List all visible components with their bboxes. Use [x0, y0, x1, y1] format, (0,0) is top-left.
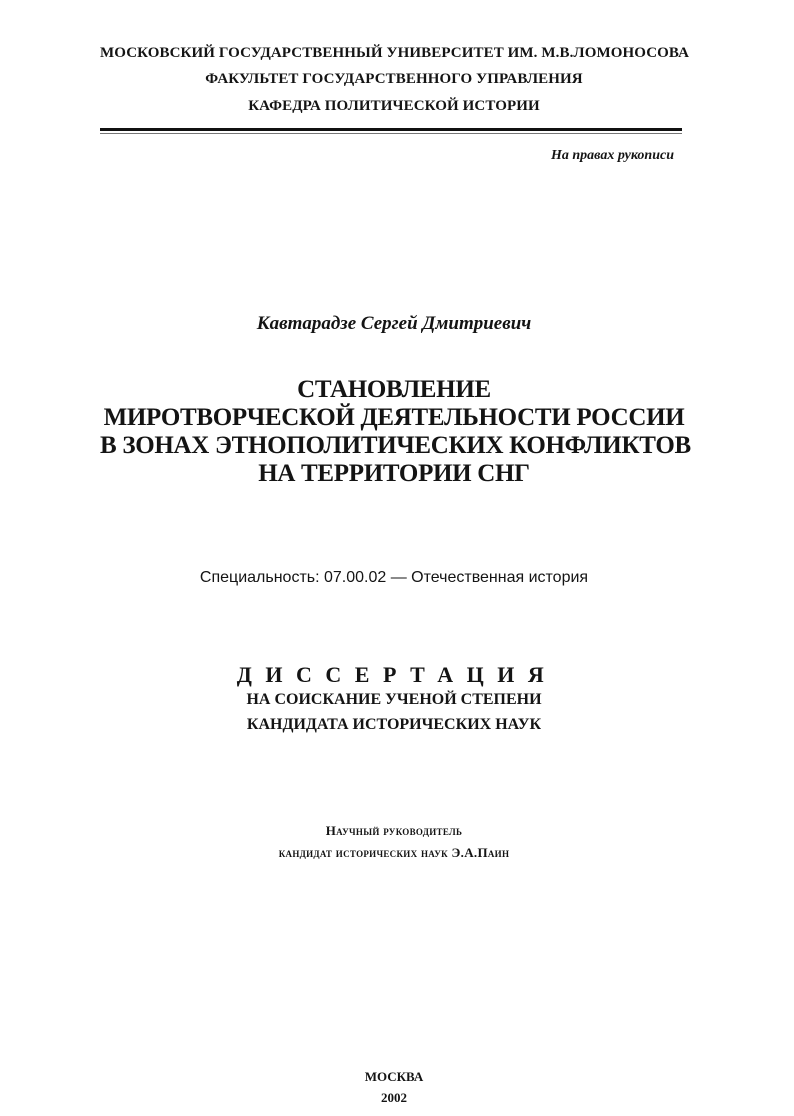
- supervisor-name: кандидат исторических наук Э.А.Паин: [278, 845, 510, 860]
- year: 2002: [381, 1090, 407, 1105]
- thesis-title-line-1: СТАНОВЛЕНИЕ: [297, 376, 491, 403]
- thesis-title-line-3: В ЗОНАХ ЭТНОПОЛИТИЧЕСКИХ КОНФЛИКТОВ: [100, 432, 691, 459]
- thesis-title-line-2: МИРОТВОРЧЕСКОЙ ДЕЯТЕЛЬНОСТИ РОССИИ: [103, 404, 685, 431]
- manuscript-note: На правах рукописи: [551, 148, 674, 163]
- dissertation-heading: ДИССЕРТАЦИЯ: [236, 662, 558, 687]
- degree-line-1: НА СОИСКАНИЕ УЧЕНОЙ СТЕПЕНИ: [246, 691, 542, 708]
- author-name: Кавтарадзе Сергей Дмитриевич: [256, 313, 532, 334]
- department-name: КАФЕДРА ПОЛИТИЧЕСКОЙ ИСТОРИИ: [248, 98, 540, 114]
- supervisor-label: Научный руководитель: [325, 823, 463, 838]
- thesis-title-line-4: НА ТЕРРИТОРИИ СНГ: [258, 460, 530, 487]
- header-divider: [100, 128, 682, 131]
- header-divider-thin: [100, 133, 682, 134]
- faculty-name: ФАКУЛЬТЕТ ГОСУДАРСТВЕННОГО УПРАВЛЕНИЯ: [205, 71, 583, 87]
- university-name: МОСКОВСКИЙ ГОСУДАРСТВЕННЫЙ УНИВЕРСИТЕТ ИМ. М.В.ЛОМОНОСОВА: [100, 45, 690, 61]
- specialty-line: Специальность: 07.00.02 — Отечественная история: [199, 569, 589, 586]
- city: МОСКВА: [364, 1069, 424, 1084]
- degree-line-2: КАНДИДАТА ИСТОРИЧЕСКИХ НАУК: [246, 716, 542, 733]
